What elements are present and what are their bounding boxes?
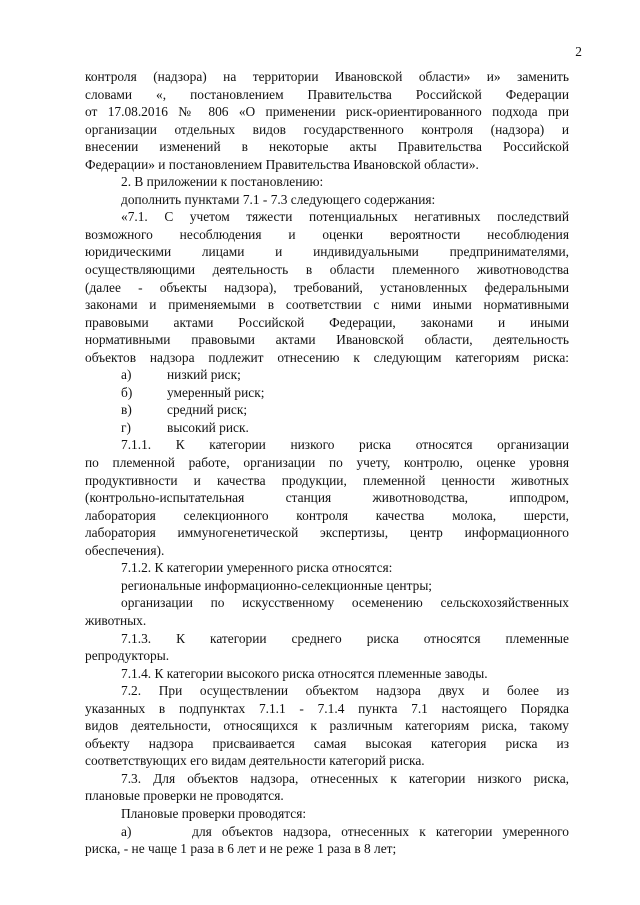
- text-line: 7.1.4. К категории высокого риска относятся племенные заводы.: [121, 665, 488, 681]
- text-line: 7.1.1. К категории низкого риска относятся организации: [121, 437, 569, 453]
- list-marker: а): [121, 367, 132, 383]
- text-line: от 17.08.2016 № 806 «О применении риск-ориентированного подхода при: [85, 104, 569, 120]
- text-line: риска, - не чаще 1 раза в 6 лет и не реже 1 раза в 8 лет;: [85, 841, 397, 857]
- text-line: Плановые проверки проводятся:: [121, 805, 307, 821]
- list-item: [85, 366, 569, 384]
- text-line: объекту надзора присваивается самая высокая категория риска из: [85, 735, 569, 751]
- list-item: [85, 384, 569, 402]
- text-line: «7.1. С учетом тяжести потенциальных негативных последствий: [121, 209, 569, 225]
- list-item-text: средний риск;: [167, 402, 248, 418]
- document-body: [85, 68, 569, 858]
- list-marker: г): [121, 419, 131, 435]
- text-line: осуществляющими деятельность в области племенного животноводства: [85, 262, 569, 278]
- text-line: 7.1.3. К категории среднего риска относятся племенные: [121, 630, 569, 646]
- text-line: а) для объектов надзора, отнесенных к категории умеренного: [121, 823, 569, 839]
- list-item: [85, 401, 569, 419]
- text-line: организации по искусственному осеменению сельскохозяйственных: [121, 595, 569, 611]
- list-item-text: умеренный риск;: [167, 384, 265, 400]
- text-line: продуктивности и качества продукции, племенной ценности животных: [85, 472, 569, 488]
- text-line: 7.2. При осуществлении объектом надзора двух и более из: [121, 683, 569, 699]
- text-line: возможного несоблюдения и оценки вероятности несоблюдения: [85, 226, 569, 242]
- text-line: дополнить пунктами 7.1 - 7.3 следующего содержания:: [121, 191, 436, 207]
- text-line: региональные информационно-селекционные центры;: [121, 577, 433, 593]
- text-line: указанных в подпунктах 7.1.1 - 7.1.4 пункта 7.1 настоящего Порядка: [85, 700, 569, 716]
- list-item: [85, 419, 569, 437]
- text-line: законами и применяемыми в соответствии с ними иными нормативными: [85, 297, 569, 313]
- list-marker: в): [121, 402, 132, 418]
- list-item-text: высокий риск.: [167, 419, 249, 435]
- list-marker: б): [121, 384, 133, 400]
- text-line: по племенной работе, организации по учету, контролю, оценке уровня: [85, 455, 569, 471]
- text-line: контроля (надзора) на территории Ивановской области» и» заменить: [85, 69, 569, 84]
- text-line: видов деятельности, относящихся к различным категориям риска, такому: [85, 718, 569, 734]
- text-line: плановые проверки не проводятся.: [85, 788, 284, 804]
- text-line: репродукторы.: [85, 648, 170, 664]
- list-item-text: низкий риск;: [167, 367, 241, 383]
- text-line: 2. В приложении к постановлению:: [121, 174, 324, 190]
- page-number: 2: [575, 44, 582, 59]
- text-line: лаборатория иммуногенетической экспертизы, центр информационного: [85, 525, 569, 541]
- text-line: нормативными правовыми актами Ивановской области, деятельность: [85, 332, 569, 348]
- text-line: животных.: [85, 612, 147, 628]
- text-line: лаборатория селекционного контроля качества молока, шерсти,: [85, 507, 569, 523]
- text-line: 7.3. Для объектов надзора, отнесенных к категории низкого риска,: [121, 770, 569, 786]
- text-line: (далее - объекты надзора), требований, установленных федеральными: [85, 279, 569, 295]
- text-line: соответствующих его видам деятельности категорий риска.: [85, 753, 425, 769]
- text-line: организации отдельных видов государственного контроля (надзора) и: [85, 121, 569, 137]
- text-line: 7.1.2. К категории умеренного риска относятся:: [121, 560, 393, 576]
- text-line: (контрольно-испытательная станция животноводства, ипподром,: [85, 490, 569, 506]
- text-line: правовыми актами Российской Федерации, законами и иными: [85, 314, 569, 330]
- text-line: Федерации» и постановлением Правительства Ивановской области».: [85, 156, 479, 172]
- text-line: обеспечения).: [85, 542, 165, 558]
- text-line: словами «, постановлением Правительства Российской Федерации: [85, 86, 569, 102]
- text-line: объектов надзора подлежит отнесению к следующим категориям риска:: [85, 349, 569, 365]
- text-line: внесении изменений в некоторые акты Правительства Российской: [85, 139, 569, 155]
- text-line: юридическими лицами и индивидуальными предпринимателями,: [85, 244, 569, 260]
